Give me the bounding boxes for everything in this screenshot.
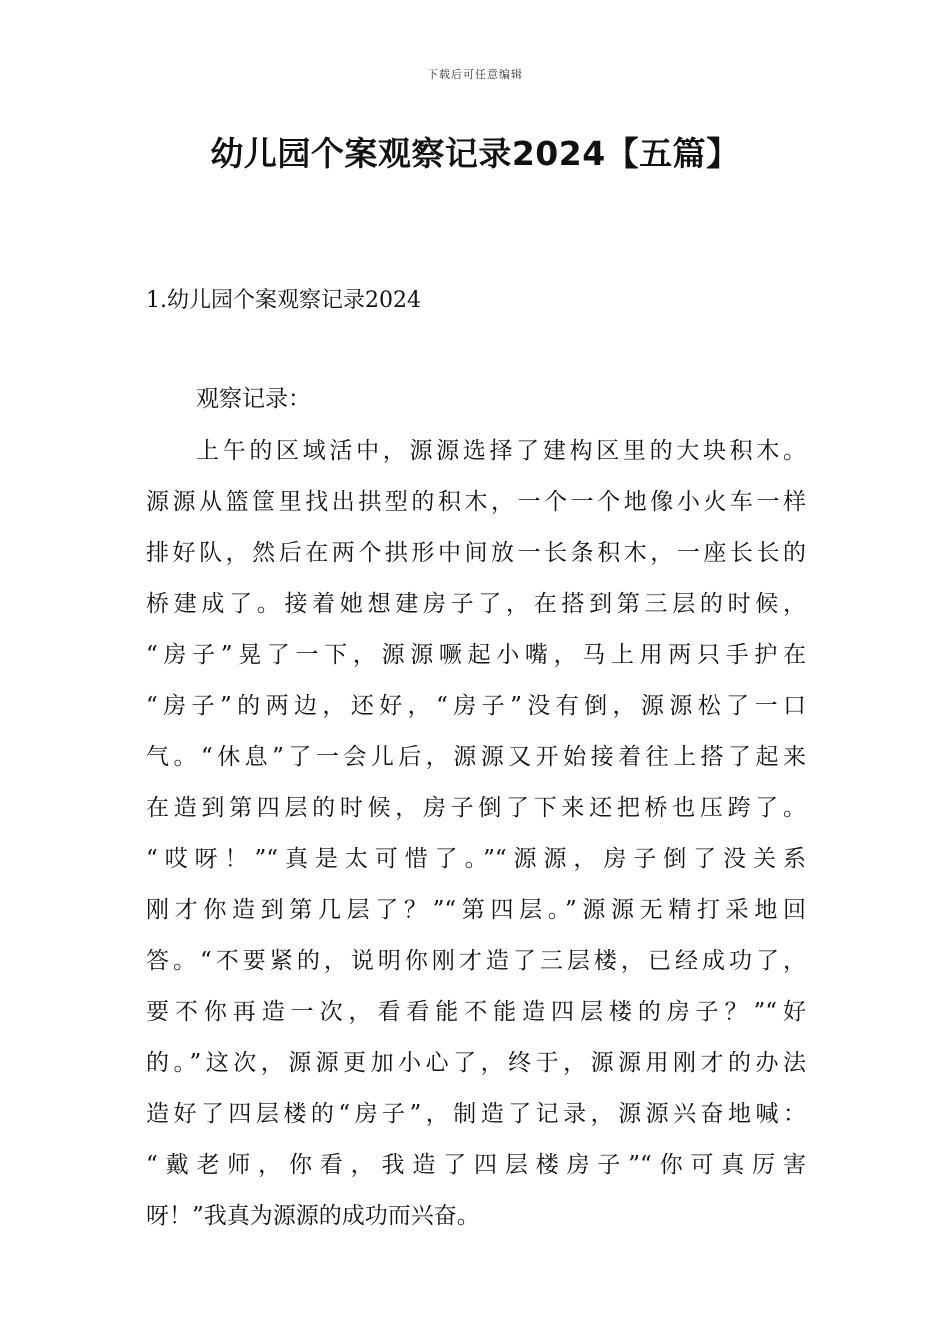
body-line: 的。”这次，源源更加小心了，终于，源源用刚才的办法 [146,1050,806,1076]
body-line: 源源从篮筐里找出拱型的积木，一个一个地像小火车一样 [146,489,806,515]
body-line: “哎呀！”“真是太可惜了。”“源源，房子倒了没关系 [146,846,806,872]
body-line: 答。“不要紧的，说明你刚才造了三层楼，已经成功了， [146,948,806,974]
observation-body [146,426,806,1242]
section-heading: 1.幼儿园个案观察记录2024 [146,288,421,313]
body-line: 在造到第四层的时候，房子倒了下来还把桥也压跨了。 [146,795,806,821]
body-line: 呀！”我真为源源的成功而兴奋。 [146,1203,480,1229]
page-header-note: 下载后可任意编辑 [427,68,523,81]
document-title: 幼儿园个案观察记录2024【五篇】 [210,134,740,173]
body-line: 造好了四层楼的“房子”，制造了记录，源源兴奋地喊： [146,1101,806,1127]
body-line: “房子”晃了一下，源源噘起小嘴，马上用两只手护在 [146,642,806,668]
body-line: “戴老师，你看，我造了四层楼房子”“你可真厉害 [146,1152,806,1178]
body-line: 排好队，然后在两个拱形中间放一长条积木，一座长长的 [146,540,806,566]
body-line: “房子”的两边，还好，“房子”没有倒，源源松了一口 [146,693,806,719]
body-line: 要不你再造一次，看看能不能造四层楼的房子？”“好 [146,999,806,1025]
body-line: 上午的区域活中，源源选择了建构区里的大块积木。 [196,438,806,464]
body-line: 气。“休息”了一会儿后，源源又开始接着往上搭了起来 [146,744,806,770]
body-line: 桥建成了。接着她想建房子了，在搭到第三层的时候， [146,591,806,617]
body-line: 刚才你造到第几层了？”“第四层。”源源无精打采地回 [146,897,806,923]
observation-label: 观察记录： [196,386,311,412]
